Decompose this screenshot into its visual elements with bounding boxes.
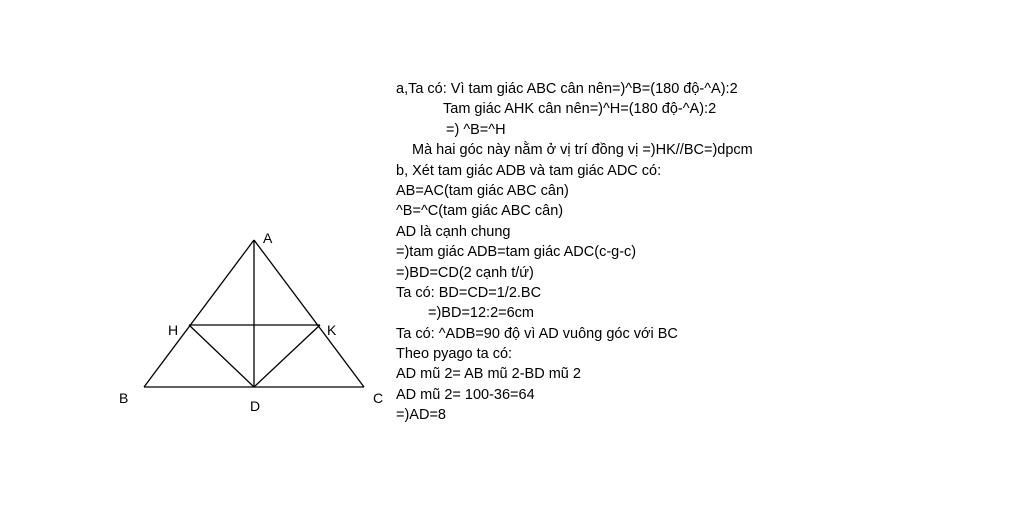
solution-line: b, Xét tam giác ADB và tam giác ADC có:: [396, 162, 662, 179]
solution-line: =) ^B=^H: [446, 121, 506, 138]
label-H: H: [168, 322, 179, 338]
segment-KD: [254, 325, 320, 387]
segment-HD: [189, 325, 254, 387]
solution-line: Ta có: BD=CD=1/2.BC: [396, 284, 542, 301]
solution-line: =)tam giác ADB=tam giác ADC(c-g-c): [396, 244, 637, 261]
solution-line: AB=AC(tam giác ABC cân): [396, 182, 569, 199]
solution-line: Ta có: ^ADB=90 độ vì AD vuông góc với BC: [396, 325, 678, 342]
solution-line: =)BD=12:2=6cm: [428, 305, 534, 322]
solution-line: AD mũ 2= 100-36=64: [396, 386, 535, 403]
segment-AC: [254, 240, 364, 387]
solution-line: =)AD=8: [396, 407, 446, 424]
solution-line: Theo pyago ta có:: [396, 346, 513, 363]
solution-line: ^B=^C(tam giác ABC cân): [396, 203, 564, 220]
solution-text: [396, 79, 996, 426]
solution-line: a,Ta có: Vì tam giác ABC cân nên=)^B=(180 độ-^A):2: [396, 81, 738, 97]
label-K: K: [327, 322, 337, 338]
label-D: D: [250, 398, 261, 414]
segment-AB: [144, 240, 254, 387]
label-B: B: [119, 390, 129, 406]
solution-line: =)BD=CD(2 cạnh t/ứ): [396, 264, 534, 281]
label-C: C: [373, 390, 384, 406]
solution-line: AD là cạnh chung: [396, 223, 511, 240]
solution-line: AD mũ 2= AB mũ 2-BD mũ 2: [396, 366, 581, 383]
solution-line: Mà hai góc này nằm ở vị trí đồng vị =)HK//BC=)dpcm: [412, 142, 753, 159]
label-A: A: [263, 230, 273, 246]
solution-line: Tam giác AHK cân nên=)^H=(180 độ-^A):2: [443, 101, 717, 118]
